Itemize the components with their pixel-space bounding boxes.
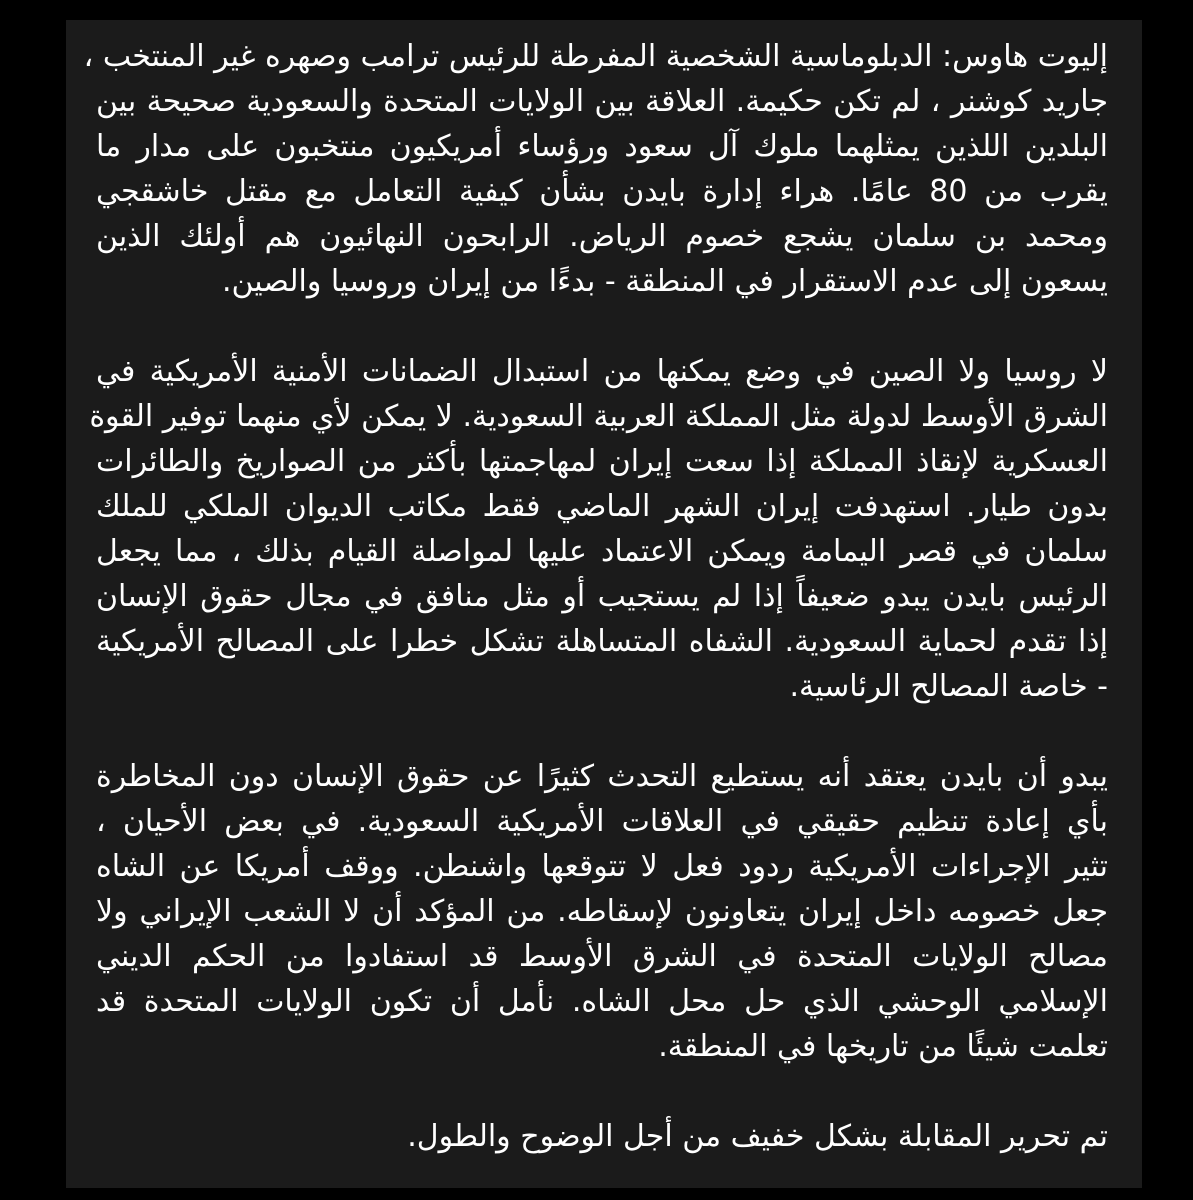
paragraph-2 (89, 349, 1108, 709)
text-line: البلدين اللذين يمثلهما ملوك آل سعود ورؤساء أمريكيون منتخبون على مدار ما (96, 129, 1108, 164)
paragraph-gap (96, 304, 1108, 349)
text-line: - خاصة المصالح الرئاسية. (789, 669, 1108, 704)
text-line: إليوت هاوس: الدبلوماسية الشخصية المفرطة للرئيس ترامب وصهره غير المنتخب ، (83, 39, 1108, 74)
text-line: تعلمت شيئًا من تاريخها في المنطقة. (658, 1029, 1108, 1064)
text-line: العسكرية لإنقاذ المملكة إذا سعت إيران لمهاجمتها بأكثر من الصواريخ والطائرات (96, 444, 1108, 479)
text-line: الإسلامي الوحشي الذي حل محل الشاه. نأمل أن تكون الولايات المتحدة قد (96, 984, 1108, 1019)
text-line: يقرب من 80 عامًا. هراء إدارة بايدن بشأن كيفية التعامل مع مقتل خاشقجي (96, 174, 1108, 209)
document-page (66, 20, 1142, 1188)
text-line: جاريد كوشنر ، لم تكن حكيمة. العلاقة بين الولايات المتحدة والسعودية صحيحة بين (96, 84, 1108, 119)
text-line: مصالح الولايات المتحدة في الشرق الأوسط قد استفادوا من الحكم الديني (96, 939, 1108, 974)
paragraph-4 (96, 1114, 1108, 1159)
text-line: الرئيس بايدن يبدو ضعيفاً إذا لم يستجيب أو مثل منافق في مجال حقوق الإنسان (96, 579, 1108, 614)
text-line: بأي إعادة تنظيم حقيقي في العلاقات الأمريكية السعودية. في بعض الأحيان ، (96, 804, 1108, 839)
text-line: سلمان في قصر اليمامة ويمكن الاعتماد عليها لمواصلة القيام بذلك ، مما يجعل (96, 534, 1108, 569)
paragraph-3 (96, 754, 1108, 1069)
text-line: لا روسيا ولا الصين في وضع يمكنها من استبدال الضمانات الأمنية الأمريكية في (96, 354, 1108, 389)
text-line: إذا تقدم لحماية السعودية. الشفاه المتساهلة تشكل خطرا على المصالح الأمريكية (96, 624, 1108, 659)
paragraph-1 (83, 34, 1108, 304)
text-line: ومحمد بن سلمان يشجع خصوم الرياض. الرابحون النهائيون هم أولئك الذين (96, 219, 1108, 254)
text-line: تثير الإجراءات الأمريكية ردود فعل لا تتوقعها واشنطن. ووقف أمريكا عن الشاه (96, 849, 1108, 884)
text-line: الشرق الأوسط لدولة مثل المملكة العربية السعودية. لا يمكن لأي منهما توفير القوة (89, 399, 1108, 434)
paragraph-gap (96, 1069, 1108, 1114)
text-line: تم تحرير المقابلة بشكل خفيف من أجل الوضوح والطول. (407, 1119, 1108, 1154)
paragraph-gap (96, 709, 1108, 754)
text-line: يبدو أن بايدن يعتقد أنه يستطيع التحدث كثيرًا عن حقوق الإنسان دون المخاطرة (96, 759, 1108, 794)
text-line: بدون طيار. استهدفت إيران الشهر الماضي فقط مكاتب الديوان الملكي للملك (96, 489, 1108, 524)
text-line: جعل خصومه داخل إيران يتعاونون لإسقاطه. من المؤكد أن لا الشعب الإيراني ولا (96, 894, 1108, 929)
text-line: يسعون إلى عدم الاستقرار في المنطقة - بدءًا من إيران وروسيا والصين. (221, 264, 1108, 299)
